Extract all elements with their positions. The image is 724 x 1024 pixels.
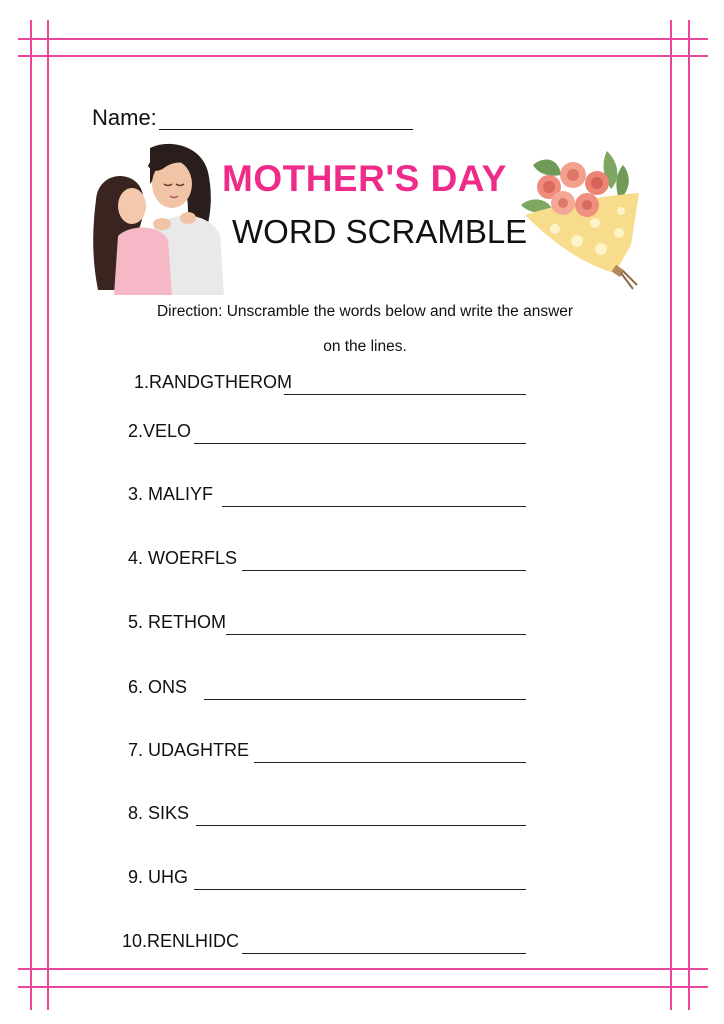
- scrambled-word: 10.RENLHIDC: [122, 931, 240, 951]
- answer-line[interactable]: [204, 699, 526, 700]
- border-line-left-outer: [30, 20, 32, 1010]
- answer-line[interactable]: [284, 394, 526, 395]
- answer-line[interactable]: [242, 570, 526, 571]
- border-line-bottom-outer: [18, 986, 708, 988]
- answer-line[interactable]: [194, 889, 526, 890]
- scrambled-word: 3. MALIYF: [128, 484, 214, 504]
- worksheet-title: MOTHER'S DAY: [222, 158, 507, 199]
- question-row: [0, 864, 724, 892]
- mother-daughter-illustration: [90, 140, 228, 295]
- answer-line[interactable]: [222, 506, 526, 507]
- answer-line[interactable]: [242, 953, 526, 954]
- question-row: [0, 609, 724, 637]
- question-row: [0, 737, 724, 765]
- border-line-right-outer: [688, 20, 690, 1010]
- border-line-left-inner: [47, 20, 49, 1010]
- directions-line-2: on the lines.: [323, 338, 407, 355]
- name-label: Name:: [92, 105, 157, 130]
- question-row: [0, 369, 724, 397]
- answer-line[interactable]: [254, 762, 526, 763]
- scrambled-word: 1.RANDGTHEROM: [134, 372, 293, 392]
- scrambled-word: 2.VELO: [128, 421, 192, 441]
- scrambled-word: 9. UHG: [128, 867, 189, 887]
- worksheet-subtitle: WORD SCRAMBLE: [232, 213, 528, 250]
- border-line-right-inner: [670, 20, 672, 1010]
- question-row: [0, 545, 724, 573]
- scrambled-word: 5. RETHOM: [128, 612, 227, 632]
- scrambled-word: 4. WOERFLS: [128, 548, 238, 568]
- scrambled-word: 6. ONS: [128, 677, 188, 697]
- name-field-row: [92, 100, 413, 130]
- answer-line[interactable]: [226, 634, 526, 635]
- flower-bouquet-illustration: [515, 145, 645, 293]
- name-input-line[interactable]: [159, 107, 413, 130]
- question-row: [0, 800, 724, 828]
- question-row: [0, 674, 724, 702]
- question-row: [0, 928, 724, 956]
- border-line-top-outer: [18, 38, 708, 40]
- answer-line[interactable]: [196, 825, 526, 826]
- scrambled-word: 8. SIKS: [128, 803, 190, 823]
- answer-line[interactable]: [194, 443, 526, 444]
- scrambled-word: 7. UDAGHTRE: [128, 740, 250, 760]
- border-line-bottom-inner: [18, 968, 708, 970]
- directions-line-1: Direction: Unscramble the words below and write the answer: [156, 303, 574, 320]
- question-row: [0, 418, 724, 446]
- border-line-top-inner: [18, 55, 708, 57]
- question-row: [0, 481, 724, 509]
